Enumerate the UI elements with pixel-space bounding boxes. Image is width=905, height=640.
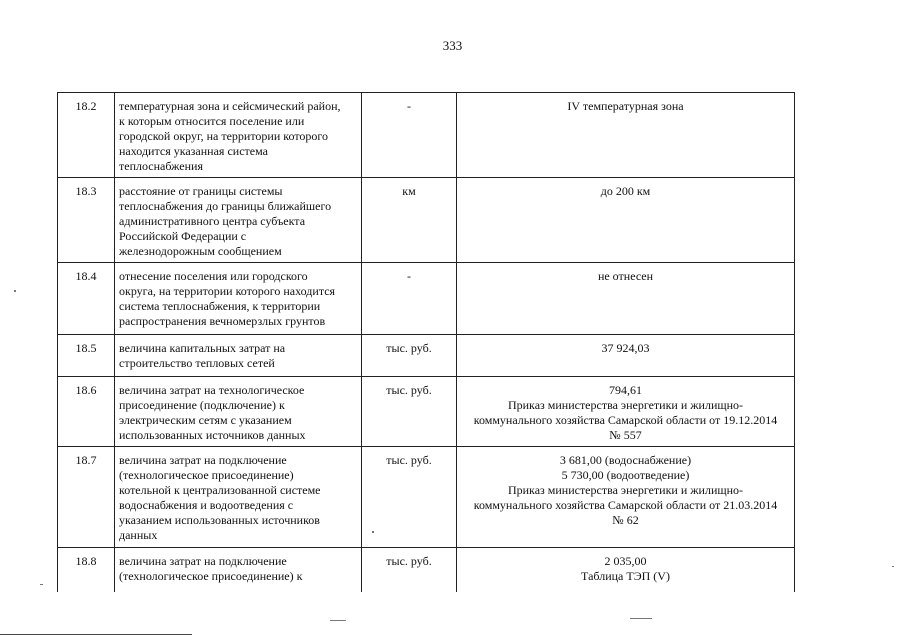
value-line: № 557: [609, 428, 642, 442]
description-line: расстояние от границы системы: [119, 184, 283, 198]
description-line: данных: [119, 528, 158, 542]
description-line: указанием использованных источников: [119, 513, 320, 527]
row-unit: тыс. руб.: [362, 447, 457, 548]
table-row: [58, 377, 795, 447]
row-unit: км: [362, 178, 457, 263]
description-line: городской округ, на территории которого: [119, 129, 329, 143]
row-unit: -: [362, 93, 457, 178]
page-number: 333: [442, 38, 463, 53]
scan-speck: [14, 290, 16, 292]
description-line: водоснабжения и водоотведения с: [119, 498, 294, 512]
parameters-table: [57, 92, 795, 592]
description-line: котельной к централизованной системе: [119, 483, 321, 497]
description-line: температурная зона и сейсмический район,: [119, 99, 341, 113]
description-line: отнесение поселения или городского: [119, 269, 308, 283]
row-value: [457, 263, 795, 335]
value-line: коммунального хозяйства Самарской области от 21.03.2014: [473, 498, 778, 512]
description-line: к которым относится поселение или: [119, 114, 305, 128]
row-unit: -: [362, 263, 457, 335]
footer-rule: [0, 634, 192, 635]
row-number: 18.6: [58, 377, 115, 447]
description-line: округа, на территории которого находится: [119, 284, 336, 298]
row-value: [457, 335, 795, 377]
row-description: [115, 447, 362, 548]
value-line: № 62: [612, 513, 639, 527]
description-line: величина капитальных затрат на: [119, 341, 286, 355]
value-line: 2 035,00: [604, 554, 647, 568]
row-description: [115, 93, 362, 178]
description-line: величина затрат на технологическое: [119, 383, 305, 397]
description-line: Российской Федерации с: [119, 229, 247, 243]
row-value: [457, 548, 795, 592]
row-number: 18.7: [58, 447, 115, 548]
row-value: [457, 447, 795, 548]
scan-speck: [330, 620, 346, 621]
row-number: 18.8: [58, 548, 115, 592]
row-number: 18.3: [58, 178, 115, 263]
description-line: находится указанная система: [119, 144, 268, 158]
row-description: [115, 548, 362, 592]
value-line: до 200 км: [600, 184, 651, 198]
row-value: [457, 178, 795, 263]
row-description: [115, 263, 362, 335]
description-line: (технологическое присоединение) к: [119, 569, 303, 583]
row-value: [457, 93, 795, 178]
scan-speck: [40, 584, 43, 585]
description-line: административного центра субъекта: [119, 214, 306, 228]
row-number: 18.4: [58, 263, 115, 335]
description-line: теплоснабжения: [119, 159, 203, 173]
row-unit: тыс. руб.: [362, 377, 457, 447]
table-row: [58, 263, 795, 335]
scan-speck: [630, 618, 652, 619]
value-line: Таблица ТЭП (V): [581, 569, 670, 583]
value-line: Приказ министерства энергетики и жилищно-: [507, 398, 744, 412]
value-line: коммунального хозяйства Самарской области от 19.12.2014: [473, 413, 778, 427]
table-row: [58, 335, 795, 377]
scan-speck: [892, 566, 894, 567]
description-line: присоединение (подключение) к: [119, 398, 285, 412]
description-line: использованных источников данных: [119, 428, 306, 442]
table-row: [58, 548, 795, 592]
table-row: [58, 178, 795, 263]
table-row: [58, 447, 795, 548]
table-body: [58, 93, 795, 592]
row-description: [115, 377, 362, 447]
value-line: Приказ министерства энергетики и жилищно-: [507, 483, 744, 497]
row-description: [115, 178, 362, 263]
description-line: железнодорожным сообщением: [119, 244, 282, 258]
row-description: [115, 335, 362, 377]
value-line: IV температурная зона: [567, 99, 684, 113]
description-line: распространения вечномерзлых грунтов: [119, 314, 326, 328]
row-unit: тыс. руб.: [362, 335, 457, 377]
value-line: 37 924,03: [601, 341, 650, 355]
row-number: 18.5: [58, 335, 115, 377]
description-line: теплоснабжения до границы ближайшего: [119, 199, 332, 213]
scan-speck: [372, 531, 374, 533]
value-line: 3 681,00 (водоснабжение): [559, 453, 692, 467]
row-unit: тыс. руб.: [362, 548, 457, 592]
description-line: система теплоснабжения, к территории: [119, 299, 321, 313]
description-line: электрическим сетям с указанием: [119, 413, 292, 427]
value-line: 794,61: [609, 383, 642, 397]
description-line: (технологическое присоединение): [119, 468, 294, 482]
value-line: не отнесен: [597, 269, 654, 283]
description-line: строительство тепловых сетей: [119, 356, 275, 370]
table-row: [58, 93, 795, 178]
description-line: величина затрат на подключение: [119, 453, 287, 467]
description-line: величина затрат на подключение: [119, 554, 287, 568]
row-number: 18.2: [58, 93, 115, 178]
value-line: 5 730,00 (водоотведение): [561, 468, 690, 482]
row-value: [457, 377, 795, 447]
